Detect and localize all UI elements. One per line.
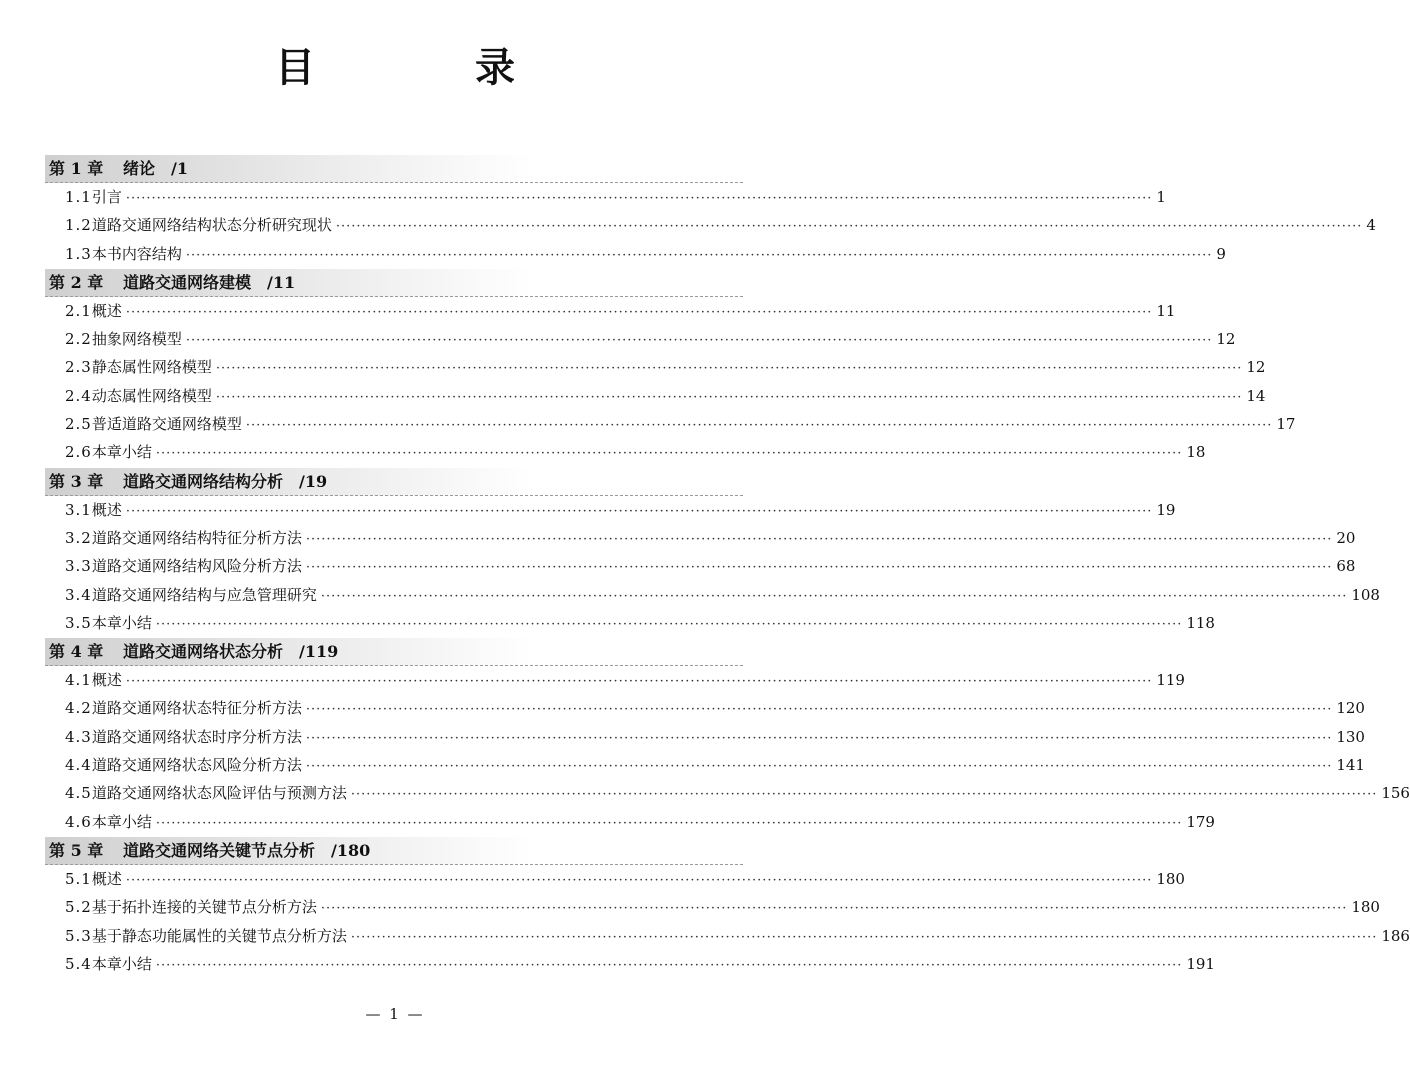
section-title: 静态属性网络模型 (91, 358, 212, 377)
section-title: 基于静态功能属性的关键节点分析方法 (91, 926, 347, 945)
section-number: 4.2 (65, 699, 92, 718)
toc-entry[interactable] (45, 893, 1380, 921)
section-number: 4.1 (65, 671, 92, 690)
section-title: 道路交通网络状态时序分析方法 (91, 727, 302, 746)
section-title: 动态属性网络模型 (91, 386, 212, 405)
section-title: 本章小结 (91, 812, 152, 831)
section-number: 3.1 (65, 500, 92, 519)
section-title: 概述 (91, 671, 122, 690)
section-title: 本章小结 (91, 613, 152, 632)
section-number: 2.1 (65, 301, 92, 320)
section-number: 2.5 (65, 415, 92, 434)
chapter-heading[interactable] (45, 837, 743, 865)
dot-leader: ········································································································································································································ (185, 333, 1213, 349)
section-page: 68 (1336, 557, 1356, 576)
chapter-heading[interactable] (45, 155, 743, 183)
chapter-title: 绪论 (123, 159, 156, 178)
section-title: 引言 (91, 188, 122, 206)
section-page: 180 (1156, 869, 1185, 888)
dot-leader: ········································································································································································································ (215, 361, 1243, 377)
chapter-page: /19 (299, 471, 328, 491)
dot-leader: ········································································································································································································ (125, 191, 1153, 206)
section-number: 5.3 (65, 926, 92, 945)
section-page: 18 (1186, 443, 1206, 462)
section-number: 3.5 (65, 613, 92, 632)
dot-leader: ········································································································································································································ (215, 389, 1243, 405)
toc-entry[interactable] (45, 211, 1376, 239)
section-title: 基于拓扑连接的关键节点分析方法 (91, 898, 317, 917)
section-title: 抽象网络模型 (91, 330, 182, 349)
chapter-title: 道路交通网络结构分析 (123, 471, 284, 491)
section-number: 2.6 (65, 443, 92, 462)
toc-entry[interactable] (45, 779, 1410, 807)
section-number: 3.3 (65, 557, 92, 576)
toc-entry[interactable] (45, 666, 1185, 694)
dot-leader: ········································································································································································································ (335, 219, 1363, 235)
toc-entry[interactable] (45, 694, 1365, 722)
page-number: — 1 — (365, 1005, 425, 1023)
section-title: 道路交通网络结构状态分析研究现状 (91, 216, 332, 235)
section-number: 4.3 (65, 727, 92, 746)
section-title: 本章小结 (91, 443, 152, 462)
toc-entry[interactable] (45, 865, 1185, 893)
section-number: 2.4 (65, 386, 92, 405)
dot-leader: ········································································································································································································ (185, 247, 1213, 263)
section-page: 191 (1186, 954, 1215, 973)
section-page: 11 (1156, 301, 1176, 320)
chapter-heading[interactable] (45, 269, 743, 297)
section-title: 道路交通网络状态风险分析方法 (91, 756, 302, 775)
chapter-title: 道路交通网络状态分析 (123, 642, 284, 662)
chapter-title: 道路交通网络关键节点分析 (123, 840, 316, 860)
section-page: 9 (1216, 244, 1226, 263)
section-number: 4.6 (65, 812, 92, 831)
dot-leader: ········································································································································································································ (305, 759, 1333, 775)
section-number: 1.3 (65, 244, 92, 263)
section-page: 130 (1336, 727, 1365, 746)
dot-leader: ········································································································································································································ (155, 616, 1183, 632)
chapter-number: 第 5 章 (49, 840, 104, 860)
toc-entry[interactable] (45, 808, 1215, 836)
toc-entry[interactable] (45, 382, 1266, 410)
section-title: 概述 (91, 500, 122, 519)
section-page: 4 (1366, 216, 1376, 235)
section-page: 12 (1246, 358, 1266, 377)
dot-leader: ········································································································································································································ (155, 957, 1183, 973)
section-page: 179 (1186, 812, 1215, 831)
section-page: 118 (1186, 613, 1215, 632)
section-number: 4.4 (65, 756, 92, 775)
section-number: 1.1 (65, 188, 92, 206)
dot-leader: ········································································································································································································ (245, 418, 1273, 434)
chapter-number: 第 3 章 (49, 471, 104, 491)
section-page: 1 (1156, 188, 1166, 206)
section-page: 156 (1381, 784, 1410, 803)
section-title: 本书内容结构 (91, 244, 182, 263)
chapter-number: 第 2 章 (49, 272, 104, 292)
section-number: 5.1 (65, 869, 92, 888)
toc-entry[interactable] (45, 496, 1176, 524)
section-number: 1.2 (65, 216, 92, 235)
chapter-heading[interactable] (45, 468, 743, 496)
section-page: 19 (1156, 500, 1176, 519)
toc-entry[interactable] (45, 353, 1266, 381)
section-page: 180 (1351, 898, 1380, 917)
section-page: 120 (1336, 699, 1365, 718)
section-page: 119 (1156, 671, 1185, 690)
section-number: 3.4 (65, 585, 92, 604)
chapter-page: /180 (331, 840, 371, 860)
toc-entry[interactable] (45, 581, 1380, 609)
section-title: 道路交通网络状态特征分析方法 (91, 699, 302, 718)
chapter-page: /1 (171, 159, 188, 178)
toc-entry[interactable] (45, 552, 1356, 580)
section-title: 概述 (91, 301, 122, 320)
section-title: 本章小结 (91, 954, 152, 973)
section-page: 17 (1276, 415, 1296, 434)
dot-leader: ········································································································································································································ (155, 815, 1183, 831)
toc-entry[interactable] (45, 297, 1176, 325)
dot-leader: ········································································································································································································ (125, 503, 1153, 519)
chapter-page: /11 (267, 272, 296, 292)
section-page: 12 (1216, 330, 1236, 349)
section-title: 道路交通网络结构与应急管理研究 (91, 585, 317, 604)
section-number: 3.2 (65, 528, 92, 547)
dot-leader: ········································································································································································································ (320, 901, 1348, 917)
toc-entry[interactable] (45, 723, 1365, 751)
chapter-page: /119 (299, 642, 339, 662)
section-title: 概述 (91, 869, 122, 888)
section-number: 5.4 (65, 954, 92, 973)
dot-leader: ········································································································································································································ (320, 588, 1348, 604)
section-number: 2.2 (65, 330, 92, 349)
section-page: 141 (1336, 756, 1365, 775)
toc-entry[interactable] (45, 950, 1215, 978)
toc-entry[interactable] (45, 410, 1296, 438)
toc-entry[interactable] (45, 524, 1356, 552)
dot-leader: ········································································································································································································ (155, 446, 1183, 462)
dot-leader: ········································································································································································································ (350, 787, 1378, 803)
section-page: 186 (1381, 926, 1410, 945)
dot-leader: ········································································································································································································ (350, 929, 1378, 945)
toc-entry[interactable] (45, 183, 1166, 211)
section-title: 道路交通网络结构特征分析方法 (91, 528, 302, 547)
toc-entry[interactable] (45, 922, 1410, 950)
section-title: 道路交通网络结构风险分析方法 (91, 557, 302, 576)
chapter-heading[interactable] (45, 638, 743, 666)
dot-leader: ········································································································································································································ (125, 872, 1153, 888)
dot-leader: ········································································································································································································ (305, 531, 1333, 547)
dot-leader: ········································································································································································································ (305, 560, 1333, 576)
section-page: 20 (1336, 528, 1356, 547)
section-number: 5.2 (65, 898, 92, 917)
section-page: 14 (1246, 386, 1266, 405)
toc-entry[interactable] (45, 609, 1215, 637)
chapter-number: 第 1 章 (49, 159, 104, 178)
section-title: 道路交通网络状态风险评估与预测方法 (91, 784, 347, 803)
dot-leader: ········································································································································································································ (305, 730, 1333, 746)
page-title: 目 录 (275, 45, 575, 91)
section-page: 108 (1351, 585, 1380, 604)
dot-leader: ········································································································································································································ (125, 674, 1153, 690)
table-of-contents (45, 154, 1410, 978)
section-number: 4.5 (65, 784, 92, 803)
section-number: 2.3 (65, 358, 92, 377)
section-title: 普适道路交通网络模型 (91, 415, 242, 434)
toc-entry[interactable] (45, 438, 1206, 466)
toc-entry[interactable] (45, 751, 1365, 779)
toc-entry[interactable] (45, 325, 1236, 353)
toc-entry[interactable] (45, 240, 1226, 268)
dot-leader: ········································································································································································································ (305, 702, 1333, 718)
dot-leader: ········································································································································································································ (125, 304, 1153, 320)
chapter-number: 第 4 章 (49, 642, 104, 662)
chapter-title: 道路交通网络建模 (123, 272, 252, 292)
